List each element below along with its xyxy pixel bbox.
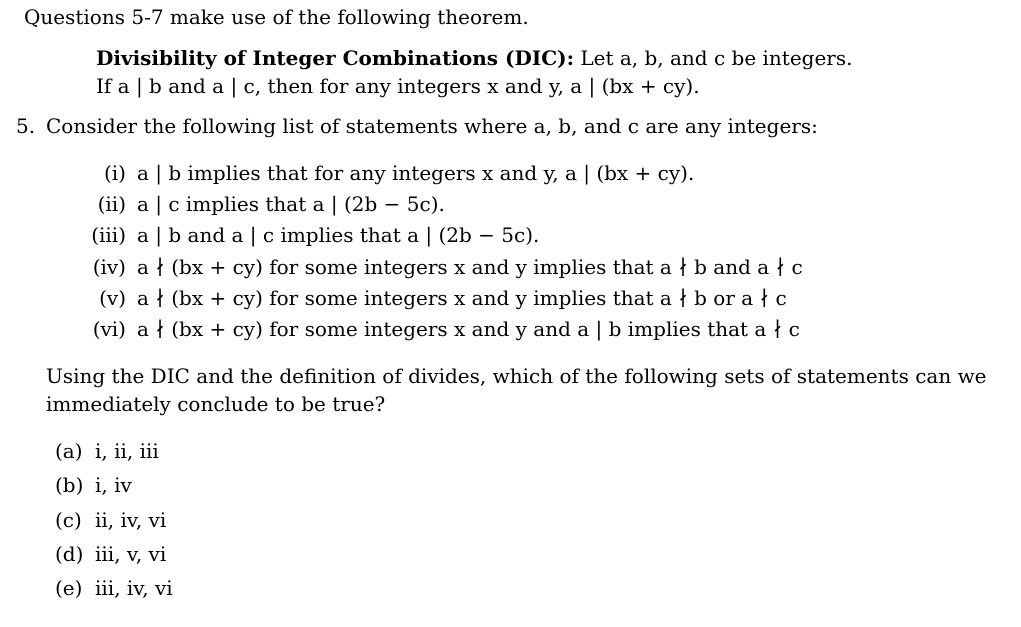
statement-text: a ∤ (bx + cy) for some integers x and y implies that a ∤ b or a ∤ c (137, 286, 787, 310)
theorem-line-2 (96, 76, 700, 96)
intro-line (24, 7, 529, 27)
instruction-line-2: immediately conclude to be true? (46, 392, 386, 416)
option-label: (a) (55, 439, 83, 463)
statement-label: (vi) (92, 317, 126, 341)
statement-label: (i) (103, 161, 126, 185)
statement-label: (v) (99, 286, 126, 310)
instruction-line-1: Using the DIC and the definition of divides, which of the following sets of statements can we (46, 364, 987, 388)
option-text: i, iv (95, 473, 132, 497)
statement-text: a | b and a | c implies that a | (2b − 5c). (137, 223, 540, 247)
theorem-name: Divisibility of Integer Combinations (DIC): (96, 46, 574, 70)
option-text: ii, iv, vi (95, 508, 167, 532)
theorem-line2-text: If a | b and a | c, then for any integers x and y, a | (bx + cy). (96, 74, 700, 98)
option-label: (d) (55, 542, 84, 566)
option-label: (e) (55, 576, 83, 600)
statement-text: a | c implies that a | (2b − 5c). (137, 192, 445, 216)
statement-label: (iii) (91, 223, 126, 247)
theorem-line-1 (96, 48, 853, 68)
option-text: iii, iv, vi (95, 576, 173, 600)
statement-label: (iv) (92, 255, 126, 279)
question-number: 5. (16, 114, 36, 138)
theorem-line1-text: Let a, b, and c be integers. (580, 46, 853, 70)
statement-text: a ∤ (bx + cy) for some integers x and y and a | b implies that a ∤ c (137, 317, 800, 341)
intro-text: Questions 5-7 make use of the following theorem. (24, 5, 529, 29)
question-prompt: Consider the following list of statements where a, b, and c are any integers: (46, 114, 818, 138)
statement-text: a ∤ (bx + cy) for some integers x and y implies that a ∤ b and a ∤ c (137, 255, 803, 279)
option-label: (c) (55, 508, 82, 532)
statement-text: a | b implies that for any integers x and y, a | (bx + cy). (137, 161, 695, 185)
statement-label: (ii) (97, 192, 126, 216)
option-label: (b) (55, 473, 84, 497)
option-text: iii, v, vi (95, 542, 167, 566)
option-text: i, ii, iii (95, 439, 159, 463)
